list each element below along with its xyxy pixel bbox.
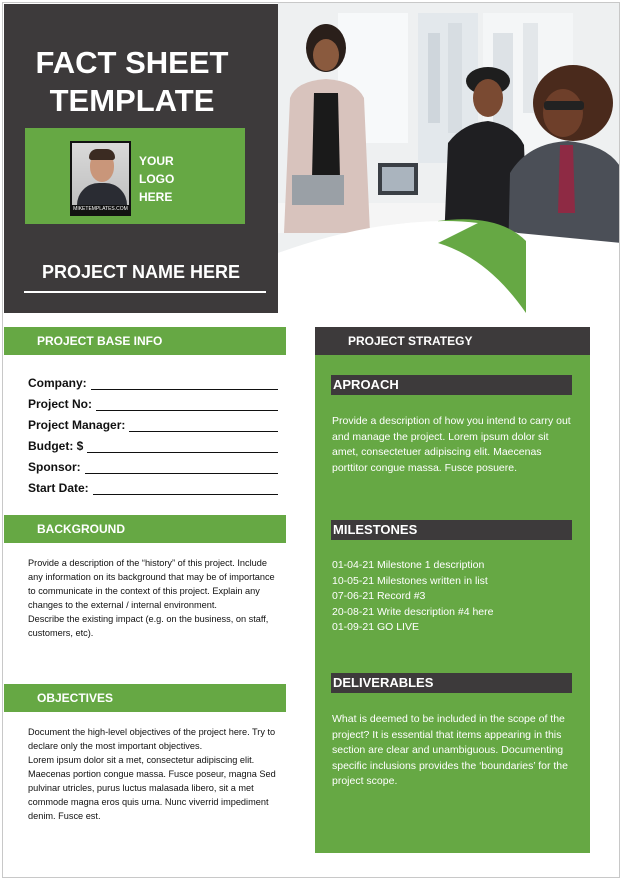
project-manager-line[interactable] (129, 418, 278, 432)
sponsor-line[interactable] (85, 460, 278, 474)
logo-line-3: HERE (139, 190, 173, 204)
section-background: BACKGROUND (4, 515, 286, 543)
logo-placeholder (139, 152, 199, 206)
manager-photo (70, 141, 131, 216)
project-no-line[interactable] (96, 397, 278, 411)
project-no-field[interactable] (28, 390, 278, 411)
title-block (4, 4, 278, 313)
milestone-item: 10-05-21 Milestones written in list (332, 574, 488, 587)
title-line-1: FACT SHEET (35, 45, 229, 80)
budget-line[interactable] (87, 439, 278, 453)
company-line[interactable] (91, 376, 278, 390)
budget-field[interactable] (28, 432, 278, 453)
project-name-underline (24, 291, 266, 293)
project-manager-label: Project Manager: (28, 418, 126, 432)
background-text: Provide a description of the “history” of this project. Include any information on its background that may be of importance to communicate in the context of this project. Explain any changes to the external / internal environment. Describe the existing impact (e.g. on the business, on staff, customers, etc). (28, 558, 275, 638)
logo-line-1: YOUR (139, 154, 174, 168)
milestones-heading: MILESTONES (331, 520, 572, 540)
company-field[interactable] (28, 369, 278, 390)
section-project-base-info: PROJECT BASE INFO (4, 327, 286, 355)
approach-text: Provide a description of how you intend to carry out and manage the project. Lorem ipsum dolor sit amet, consectetuer adipiscing elit. Maecenas porttitor congue massa. Fusce posuere. (332, 415, 571, 474)
strategy-panel (315, 355, 590, 853)
logo-box (25, 128, 245, 224)
logo-line-2: LOGO (139, 172, 175, 186)
fact-sheet-page (2, 2, 620, 878)
milestone-item: 01-09-21 GO LIVE (332, 621, 419, 633)
milestone-item: 20-08-21 Write description #4 here (332, 605, 494, 618)
sponsor-field[interactable] (28, 453, 278, 474)
deliverables-heading: DELIVERABLES (331, 673, 572, 693)
project-base-info-form (28, 369, 278, 495)
sponsor-label: Sponsor: (28, 460, 81, 474)
milestone-item: 01-04-21 Milestone 1 description (332, 559, 485, 571)
deliverables-text: What is deemed to be included in the scope of the project? It is essential that items appearing in this section are clear and unambiguous. Documenting specific inclusions provides the ‘boundaries’ for the project scope. (332, 713, 568, 787)
section-project-strategy: PROJECT STRATEGY (315, 327, 590, 355)
section-objectives: OBJECTIVES (4, 684, 286, 712)
approach-heading: APROACH (331, 375, 572, 395)
company-label: Company: (28, 376, 87, 390)
start-date-field[interactable] (28, 474, 278, 495)
title-line-2: TEMPLATE (49, 83, 215, 118)
objectives-text: Document the high-level objectives of the project here. Try to declare only the most important objectives. Lorem ipsum dolor sit a met, consectetur adipiscing elit. Maecenas portion congue massa. Fusce poseur, magna Sed pulvinar utricles, purus luctus malasada libero, sit a met commode magna eros quis urna. Nunc viverrid impediment denim. Fusce est. (28, 727, 276, 821)
project-no-label: Project No: (28, 397, 93, 411)
project-manager-field[interactable] (28, 411, 278, 432)
photo-caption: MIKETEMPLATES.COM (73, 206, 128, 212)
start-date-label: Start Date: (28, 481, 89, 495)
hero-photo (278, 3, 620, 313)
budget-label: Budget: $ (28, 439, 84, 453)
milestone-item: 07-06-21 Record #3 (332, 590, 426, 602)
page-title (4, 44, 260, 120)
start-date-line[interactable] (93, 481, 278, 495)
milestones-list (332, 558, 577, 636)
project-name: PROJECT NAME HERE (41, 262, 241, 282)
